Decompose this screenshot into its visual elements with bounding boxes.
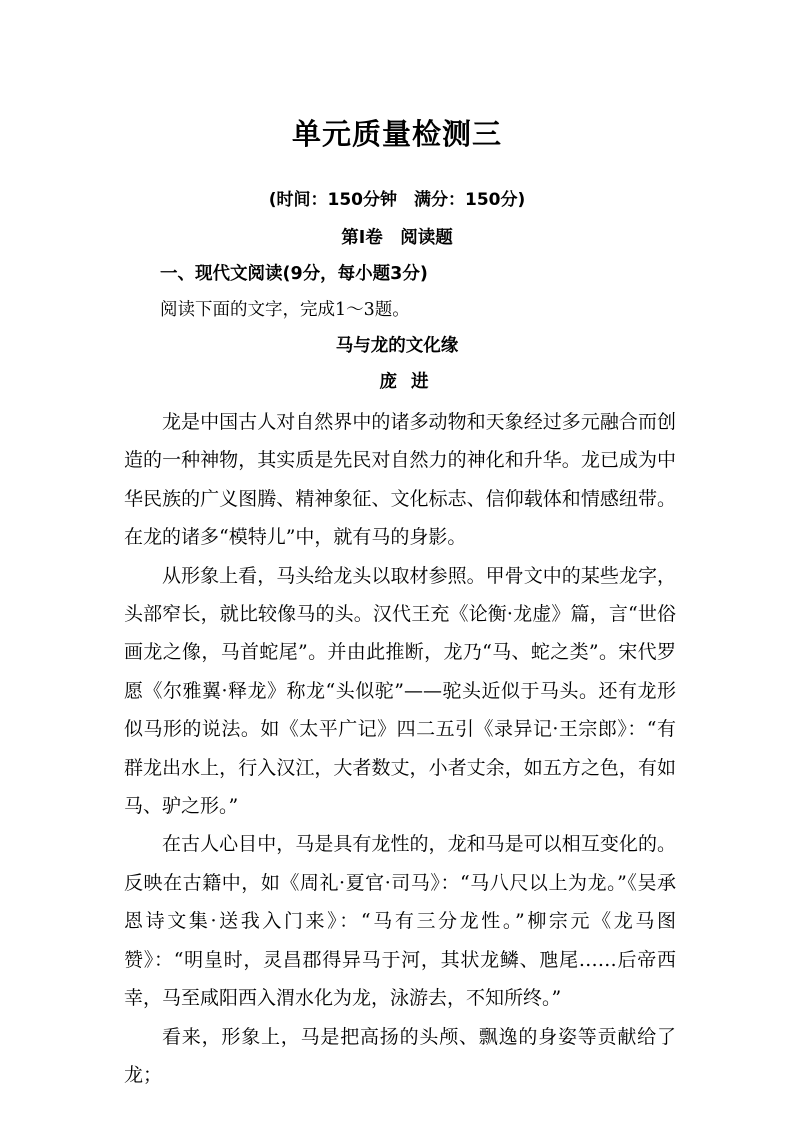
article-author: 庞进: [379, 372, 443, 392]
paragraph: 在古人心目中，马是具有龙性的，龙和马是可以相互变化的。反映在古籍中，如《周礼·夏官·司马》：“马八尺以上为龙。”《吴承恩诗文集·送我入门来》：“马有三分龙性。”柳宗元《龙马图赞》：“明皇时，灵昌郡得异马于河，其状龙鳞、虺尾……后帝西幸，马至咸阳西入渭水化为龙，泳游去，不知所终。”: [124, 833, 676, 1010]
section-heading: 一、现代文阅读(9分，每小题3分): [160, 264, 428, 284]
article-body: [124, 403, 676, 1094]
volume-heading: 第Ⅰ卷 阅读题: [341, 228, 453, 248]
article-title: 马与龙的文化缘: [335, 336, 459, 356]
paragraph: 从形象上看，马头给龙头以取材参照。甲骨文中的某些龙字，头部窄长，就比较像马的头。汉代王充《论衡·龙虚》篇，言“世俗画龙之像，马首蛇尾”。并由此推断，龙乃“马、蛇之类”。宋代罗愿《尔雅翼·释龙》称龙“头似驼”——驼头近似于马头。还有龙形似马形的说法。如《太平广记》四二五引《录异记·王宗郎》：“有群龙出水上，行入汉江，大者数丈，小者丈余，如五方之色，有如马、驴之形。”: [124, 564, 676, 818]
exam-meta: (时间：150分钟 满分：150分): [268, 190, 526, 210]
paragraph: 龙是中国古人对自然界中的诸多动物和天象经过多元融合而创造的一种神物，其实质是先民对自然力的神化和升华。龙已成为中华民族的广义图腾、精神象征、文化标志、信仰载体和情感纽带。在龙的诸多“模特儿”中，就有马的身影。: [124, 411, 676, 549]
document-title: 单元质量检测三: [291, 117, 502, 151]
instruction-text: 阅读下面的文字，完成1～3题。: [160, 300, 410, 320]
paragraph: 看来，形象上，马是把高扬的头颅、飘逸的身姿等贡献给了龙；: [124, 1025, 676, 1086]
